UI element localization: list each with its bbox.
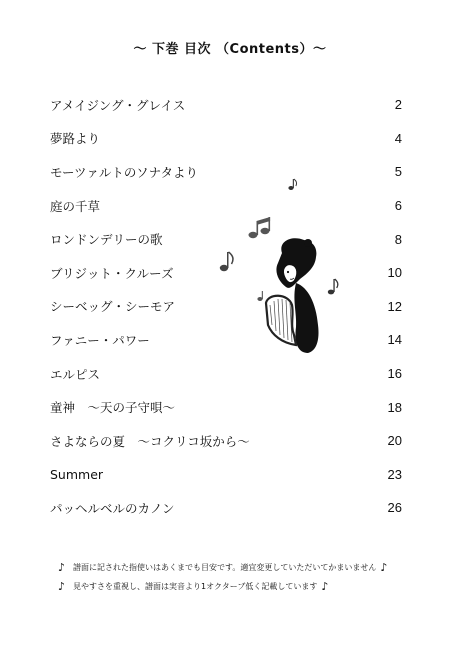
music-note-icon: ♪: [380, 561, 388, 574]
toc-entry[interactable]: [50, 424, 402, 458]
note-text: 譜面に記された指使いはあくまでも目安です。適宜変更していただいてかまいません: [73, 563, 377, 572]
toc-entry-title: エルピス: [50, 366, 101, 382]
music-note-icon: [257, 291, 263, 301]
music-note-icon: ♪: [321, 580, 329, 593]
music-note-icon: [288, 179, 296, 190]
toc-entry-page: 26: [387, 500, 402, 516]
note-text: 見やすさを重視し、譜面は実音より1オクターブ低く記載しています: [73, 582, 318, 591]
music-note-icon: [220, 252, 233, 271]
toc-entry[interactable]: [50, 357, 402, 391]
toc-entry-page: 14: [387, 332, 402, 348]
toc-entry-title: ブリジット・クルーズ: [50, 265, 174, 281]
music-note-icon: ♪: [58, 561, 66, 574]
toc-entry-title: 庭の千草: [50, 198, 101, 214]
harp-player-illustration: [212, 175, 352, 360]
toc-entry-title: シーベッグ・シーモア: [50, 299, 176, 315]
music-note-icon: [328, 279, 338, 294]
page-title: ～ 下巻 目次 （Contents）～: [133, 42, 327, 57]
toc-entry-title: 童神 ～天の子守唄～: [50, 400, 176, 416]
toc-entry-page: 2: [394, 97, 402, 113]
toc-entry-page: 20: [387, 433, 402, 449]
toc-entry-title: モーツァルトのソナタより: [50, 164, 199, 180]
toc-entry-page: 8: [394, 231, 402, 247]
toc-entry-title: さよならの夏 ～コクリコ坂から～: [50, 433, 250, 449]
toc-entry-page: 10: [387, 265, 402, 281]
toc-entry-page: 12: [387, 298, 402, 314]
notes-section: [52, 558, 432, 596]
toc-entry-page: 4: [394, 130, 402, 146]
toc-entry[interactable]: [50, 390, 402, 424]
toc-entry-title: ロンドンデリーの歌: [50, 232, 163, 248]
toc-entry-page: 23: [387, 466, 402, 482]
music-note-icon: ♪: [58, 580, 66, 593]
toc-entry-title: アメイジング・グレイス: [50, 97, 186, 113]
toc-entry-page: 6: [394, 198, 402, 214]
harp-player-figure: [266, 238, 319, 353]
toc-entry[interactable]: [50, 122, 402, 156]
music-note-icon: [249, 217, 271, 238]
toc-entry-title: 夢路より: [50, 131, 101, 147]
toc-entry-title: ファニー・パワー: [50, 332, 150, 348]
toc-entry-title: パッヘルベルのカノン: [50, 500, 175, 516]
toc-entry-title: Summer: [50, 466, 104, 482]
toc-entry-page: 16: [387, 366, 402, 382]
toc-entry[interactable]: [50, 458, 402, 492]
note-line: [52, 577, 432, 596]
toc-entry[interactable]: [50, 491, 402, 525]
toc-entry[interactable]: [50, 88, 402, 122]
toc-entry-page: 18: [387, 399, 402, 415]
note-line: [52, 558, 432, 577]
toc-entry-page: 5: [394, 164, 402, 180]
